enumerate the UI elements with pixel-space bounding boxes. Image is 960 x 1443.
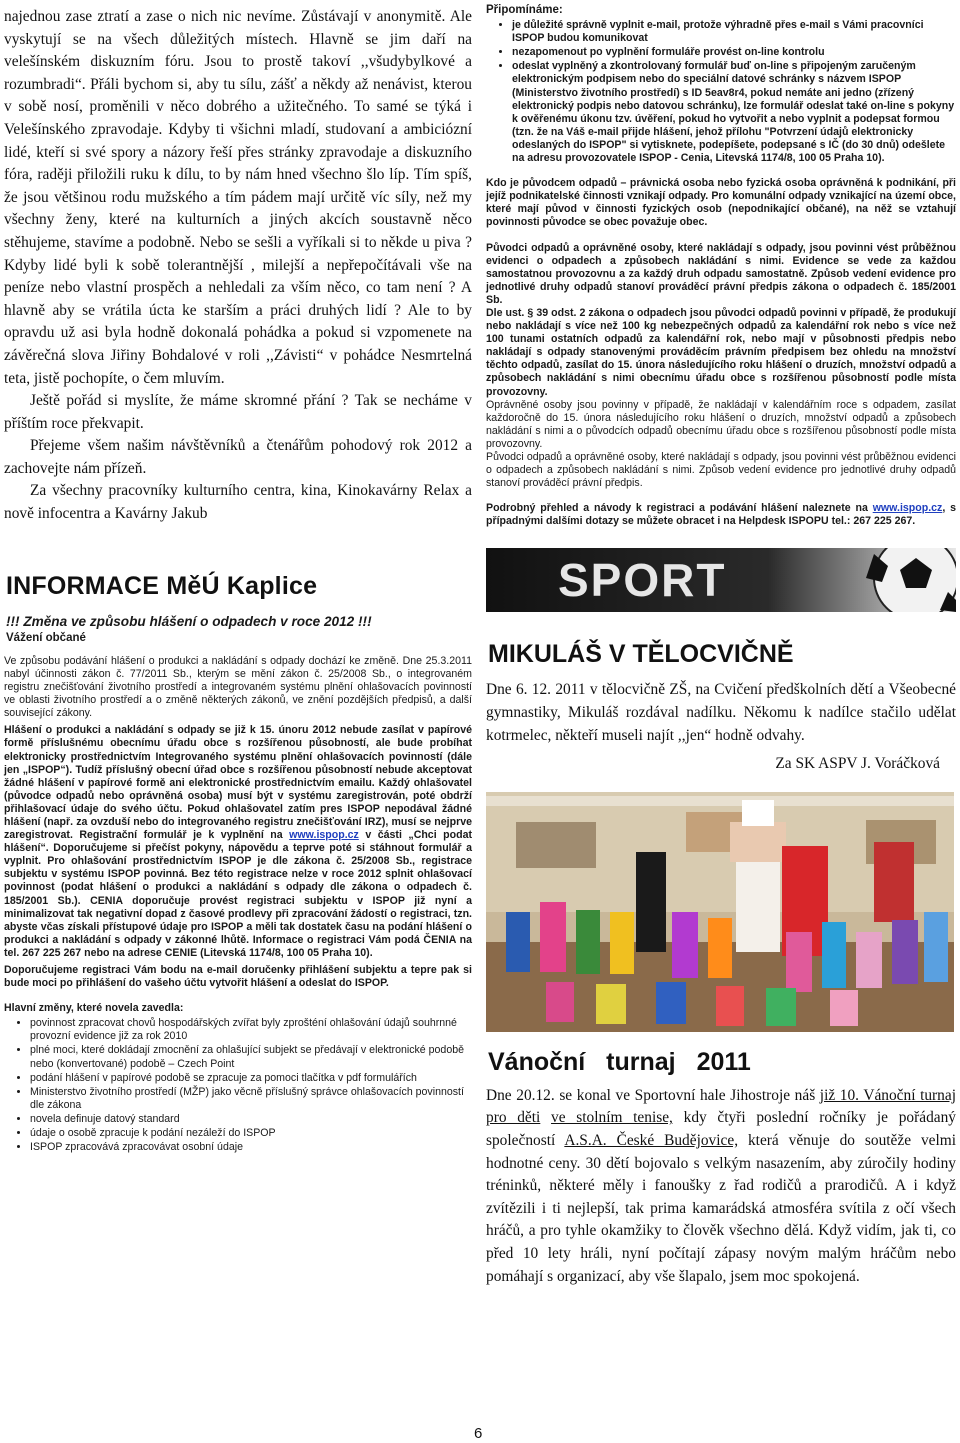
vanocni-text-part: ve stolním tenise, [551,1109,673,1127]
article-signature: Za všechny pracovníky kulturního centra, kina, Kinokavárny Relax a nově infocentra a Kavárny Jakub [4,482,472,523]
vanocni-text-part: již 10. Vánoční turnaj pro děti [486,1086,956,1127]
left-column [4,6,472,1155]
article-paragraph: najednou zase ztratí a zase o nich nic nevíme. Zůstávají v anonymitě. Ale vyskytují se na všech důležitých místech. Hlavně se jim daří na velešínském diskuzním fóru. Jsou to prostě takoví ,,všudybylkové a rozumbradi“. Přáli bychom si, aby tu sílu, zášť a někdy až nenávist, kterou v sobě nosí, proměnili v něco dobrého a užitečného. To samé se týká i Velešínského zpravodaje. Kdyby ti všichni mladí, studovaní a ambiciózní lidé, kteří si své spory a názory řeší přes stránky zpravodaje a diskuzního fóra, raději přiložili ruku k dílu, to by nám hned všechno šlo líp. Tím spíš, že jsou většinou rodu mužského a tím pádem mají určitě víc síly, než my všechny ženy, které na kulturních a jiných akcích soustavně něco stěhujeme, stavíme a podobně. Nebo se sešli a vyříkali si to někde u piva ? Kdyby lidé byli k sobě tolerantnější , milejší a nepřepočítávali vše na peníze nebo vlastní prospěch a nehledali za vším něco, co tam není ? A hlavně aby se vrátila úcta ke starším a práci druhých lidí ? Ale to by opravdu už asi byla hodně dokonalá pohádka a pokud si vzpomenete na závěrečná slova Jiřiny Bohdalové v roli ,,Závisti“ v pohádce Nesmrtelná teta, jistě pochopíte, o čem mluvím. [4,8,472,387]
page-number: 6 [474,1425,483,1442]
list-item: • ISPOP zpracovává zpracovávat osobní údaje [30,1141,472,1154]
definition-text: Kdo je původcem odpadů – právnická osoba nebo fyzická osoba oprávněná k podnikání, při jejíž podnikatelské činnosti vznikají odpady. Pro komunální odpady vznikající na území obce, které mají původ v činnosti fyzických osob (nepodnikající občané), na něž se vztahují povinnosti původce se obec považuje obec. [486,177,956,229]
mikulas-photo [486,792,954,1032]
details-suffix: , s případnými dalšími dotazy se můžete obracet i na Helpdesk ISPOPU tel.: 267 225 267. [486,502,956,528]
reminder-title: Připomínáme: [486,4,563,16]
vanocni-text [486,1085,956,1288]
mikulas-signature: Za SK ASPV J. Voráčková [775,755,940,773]
ispop-link[interactable]: www.ispop.cz [872,502,943,515]
mikulas-text: Dne 6. 12. 2011 v tělocvičně ZŠ, na Cvičení předškolních dětí a Všeobecné gymnastiky, Mikuláš rozdával nadílku. Někomu k nadílce stačilo udělat kotrmelec, někteří museli najít ,,jen“ hodně odvahy. [486,681,956,744]
notice-heading: !!! Změna ve způsobu hlášení o odpadech v roce 2012 !!! [6,613,372,629]
list-item: • Ministerstvo životního prostředí (MŽP) jako věcně příslušný správce ohlašovacích povinností dle zákona [30,1086,472,1112]
list-item: • povinnost zpracovat chovů hospodářských zvířat byly zprošténí ohlašování údajů souhrnné provozní evidence již za rok 2010 [30,1017,472,1043]
notice-paragraph: Ve způsobu podávání hlášení o produkci a nakládání s odpady dochází ke změně. Dne 25.3.2011 nabyl účinnosti zákon č. 77/2011 Sb., kterým se mění zákon č. 25/2008 Sb., o integrovaném registru znečišťování životního prostředí a integrovaném systému plnění ohlašovacích povinností ve oblasti životního prostředí a o změně některých zákonů, ve znění pozdějších předpisů, a další související zákony. [4,654,472,720]
list-item: • je důležité správně vyplnit e-mail, protože výhradně přes e-mail s Vámi pracovníci ISPOP budou komunikovat [512,19,956,45]
article-paragraph: Přejeme všem našim návštěvníků a čtenářům pohodový rok 2012 a zachovejte nám přízeň. [4,437,472,477]
sport-banner-text: SPORT [558,554,727,607]
vanocni-title: Vánoční turnaj 2011 [488,1047,751,1076]
obligation-paragraph: Oprávněné osoby jsou povinny v případě, že nakládají v kalendářním roce s odpadem, zasílat každoročně do 15. února následujícího roku hlášení o druzích, množství odpadů a způsobech nakládání s nimi a o původcích odpadů obecnímu úřadu obce s rozšířenou působností podle místa provozovny. [486,398,956,450]
right-column [486,4,956,1288]
reminder-list [486,19,956,165]
reminder-box [486,4,956,528]
list-item: • podání hlášení v papírové podobě se zpracuje za pomoci tlačítka v pdf formulářích [30,1072,472,1085]
vanocni-text-part: A.S.A. České Budějovice, [564,1132,739,1150]
list-item: • odeslat vyplněný a zkontrolovaný formulář buď on-line s připojeným zaručeným elektronickým podpisem nebo do speciální datové schránky s názvem ISPOP (Ministerstvo životního prostředí) s ID 5eav8r4, pokud nemáte ani jedno (zřízený elektronický podpis nebo datovou schránku), lze formulář odeslat také on-line s pokyny k ověřenému úkonu tzv. úvěření, pokud ho vytvořit a nebo vyplnit a podepsat formou (tzn. že na Váš e-mail přijde hlášení, jehož přílohu "Potvrzení údajů elektronicky odeslaných do ISPOP" si vytisknete, podepíšete, podepsané s IČ (do 30 dnů) odešlete na adresu provozovatele ISPOP - Cenia, Litevská 1174/8, 100 05 Praha 10). [512,60,956,165]
details-prefix: Podrobný přehled a návody k registraci a podávání hlášení naleznete na [486,502,868,515]
notice-paragraph: Doporučujeme registraci Vám bodu na e-mail doručenky přihlášení subjektu a tepre pak si bude moci po přihlášení do vašeho účtu vytvořit hlášení a odeslat do ISPOP. [4,964,472,990]
mikulas-title: MIKULÁŠ V TĚLOCVIČNĚ [488,640,794,669]
ispop-link[interactable]: www.ispop.cz [289,829,359,842]
list-item: • údaje o osobě zpracuje k podání nezáleží do ISPOP [30,1127,472,1140]
vanocni-text-part: Dne 20.12. se konal ve Sportovní hale Jihostroje náš [486,1086,816,1104]
waste-notice [4,615,472,1155]
notice-greeting: Vážení občané [6,631,86,644]
details-text [486,502,956,528]
changes-heading: Hlavní změny, které novela zavedla: [4,1002,184,1015]
notice-paragraph: Hlášení o produkci a nakládání s odpady se již k 15. únoru 2012 nebude zasílat v papírové formě příslušnému obecnímu úřadu obce s rozšířenou působností, ale bude probíhat elektronicky prostřednictvím Integrovaného systému plnění ohlašovacích povinností (dále jen „ISPOP“). Tudíž příslušný obecní úřad obce s rozšířenou působností nebude akceptovat žádné hlášení v papírové formě ani elektronické prostřednictvím emailu. Každý ohlašovatel (původce odpadů nebo oprávněná osoba) musí být v systému zaregistrován, poté obdrží přihlašovací údaje do svého účtu. Pokud ohlašovatel zatím pres ISPOP nepodával žádné hlášení (např. za ovzduší nebo do integrovaného registru znečišťování IRZ), musí se nejprve zaregistrovat. Registrační formulář je k vyplnění na [4,724,472,842]
vanocni-text-part: která věnuje do soutěže velmi hodnotné ceny. 30 dětí bojovalo s velkým nasazením, aby zúročily hodiny tréninků, některé měly i fanoušky z řad rodičů a prarodičů. A i když zvítězili i ti nejlepší, tak prima kamarádská atmosféra svítila z očí všech hráčů, a pro tyhle okamžiky to člověk všechno dělá. Když vidím, jak ti, co před 10 lety hráli, nyní počítají zápasy novým malým hráčům nebo pomáhají s organizací, aby vše šlapalo, jsem moc spokojená. [486,1132,956,1285]
changes-list [4,1017,472,1154]
list-item: • nezapomenout po vyplnění formuláře provést on-line kontrolu [512,46,956,59]
sport-banner-graphic [486,548,956,612]
list-item: • plné moci, které dokládají zmocnění za ohlašující subjekt se předávají v elektronické podobě nebo (konvertované) podobě – Czech Point [30,1044,472,1070]
vanocni-text-part: kdy čtyři poslední ročníky je pořádaný společností [486,1109,956,1150]
sport-banner [486,548,956,612]
obligation-paragraph: Dle ust. § 39 odst. 2 zákona o odpadech jsou původci odpadů povinni v případě, že produkují nebo nakládají s více než 100 kg nebezpečných odpadů za kalendářní rok nebo s více než 100 tunami ostatních odpadů za kalendářní rok, nebo mají v působnosti předpis nebo nakládají s odpady stanovenými prováděcím právním předpisem bez ohledu na množství těchto odpadů, zasílat do 15. února následujícího roku hlášení o druzích, množství odpadů a způsobech nakládání s nimi obecnímu úřadu obce s rozšířenou působností podle místa provozovny. [486,306,956,398]
section-title: INFORMACE MěÚ Kaplice [6,571,318,600]
notice-paragraph: v části „Chci podat hlášení“. Doporučujeme si přečíst pokyny, nápovědu a teprve poté si stáhnout formulář a vyplnit. Pro ohlašování prostřednictvím ISPOP je dle zákona č. 25/2008 Sb., registrace subjektu v systému ISPOP povinná. Bez této registrace nelze v roce 2012 splnit ohlašovací povinnost (podat hlášení o produkci a nakládání s odpady dle zákona o odpadech č. 185/2001 Sb.). CENIA doporučuje provést registraci subjektu v ISPOP již nyní a minimalizovat tak negativní dopad z časové prodlevy při zpracování žádostí o registraci, tzn. abyste včas získali přístupové údaje pro ISPOP a měli tak dostatek času na podání hlášení o produkci a nakládání s odpady v zákonné lhůtě. Informace o registraci Vám podá ČENIA na tel. 267 225 267 nebo na adrese CENIE (Litevská 1174/8, 100 05 Praha 10). [4,829,472,959]
article-paragraph: Ještě pořád si myslíte, že máme skromné přání ? Tak se necháme v příštím roce překvapit. [4,392,472,432]
obligation-paragraph: Původci odpadů a oprávněné osoby, které nakládají s odpady, jsou povinni vést průběžnou evidenci o odpadech a způsobech nakládání s nimi. Evidence se vede za každou samostatnou provozovnu a za každý druh odpadu samostatně. Způsob vedení evidence pro jednotlivé druhy odpadů stanoví prováděcí právní předpis zákona o odpadech č. 185/2001 Sb. [486,241,956,306]
list-item: • novela definuje datový standard [30,1113,472,1126]
obligation-paragraph: Původci odpadů a oprávněné osoby, které nakládají s odpady, jsou povinni vést průběžnou evidenci o odpadech a způsobech nakládání s nimi. Způsob vedení evidence pro jednotlivé druhy odpadů stanoví prováděcí právní předpis. [486,451,956,490]
